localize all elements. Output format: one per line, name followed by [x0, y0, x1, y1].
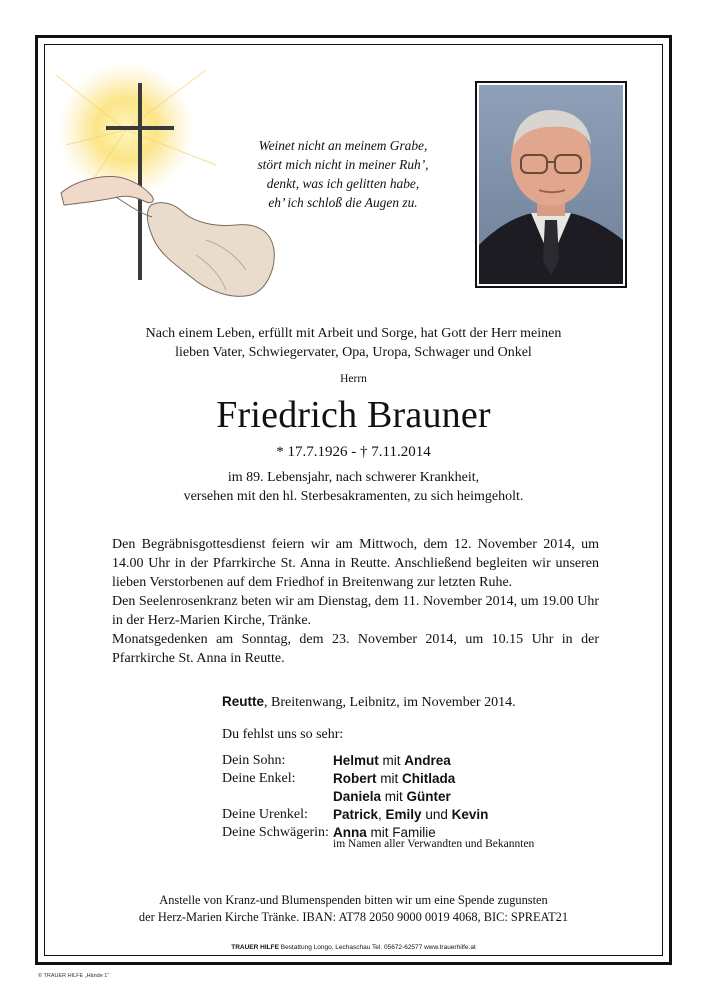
intro-line: Nach einem Leben, erfüllt mit Arbeit und Sorge, hat Gott der Herr meinen: [145, 326, 562, 341]
place-rest: , Breitenwang, Leibnitz, im November 2014.: [264, 695, 516, 710]
family-member: Kevin: [451, 807, 489, 822]
paragraph-text: Den Begräbnisgottesdienst feiern wir am Mittwoch, dem 12. November 2014, um 14.00 Uhr in der Pfarrkirche St. Anna in Reutte. Anschließend begleiten wir unseren lieben Verstorbenen auf dem Friedhof in Breitenwang zur letzten Ruhe.: [112, 537, 599, 590]
family-member: Chitlada: [402, 771, 456, 786]
family-conj: und: [421, 807, 452, 822]
family-member: Patrick: [333, 807, 379, 822]
rosary-paragraph: [112, 592, 599, 630]
family-conj: mit: [378, 753, 405, 768]
family-names: [333, 806, 488, 824]
footer: [60, 944, 647, 951]
family-list: [222, 752, 488, 842]
family-row: [222, 788, 488, 806]
paragraph-text: Den Seelenrosenkranz beten wir am Dienstag, dem 11. November 2014, um 19.00 Uhr in der Herz-Marien Kirche, Tränke.: [112, 594, 599, 628]
funeral-paragraph: [112, 535, 599, 592]
family-member: Daniela: [333, 789, 382, 804]
donation-text: [60, 892, 647, 926]
family-row: [222, 770, 488, 788]
family-relation: Deine Urenkel:: [222, 807, 308, 822]
family-conj: ,: [378, 807, 386, 822]
life-dates: * 17.7.1926 - † 7.11.2014: [276, 444, 431, 460]
place-town: Reutte: [222, 694, 265, 709]
salutation: Herrn: [340, 373, 367, 385]
family-member: Robert: [333, 771, 377, 786]
family-names: [333, 752, 451, 770]
family-conj: mit Familie: [366, 825, 436, 840]
portrait-photo: [475, 81, 627, 288]
donation-line: der Herz-Marien Kirche Tränke. IBAN: AT78 2050 9000 0019 4068, BIC: SPREAT21: [138, 910, 569, 924]
donation-line: Anstelle von Kranz-und Blumenspenden bitten wir um eine Spende zugunsten: [159, 893, 548, 907]
family-names: [333, 770, 455, 788]
footer-brand: TRAUER HILFE: [231, 944, 279, 951]
poem-line: denkt, was ich gelitten habe,: [266, 176, 420, 191]
family-row: [222, 752, 488, 770]
family-relation: [222, 788, 333, 806]
family-conj: mit: [376, 771, 402, 786]
family-member: Günter: [406, 789, 451, 804]
intro-line: lieben Vater, Schwiegervater, Opa, Uropa, Schwager und Onkel: [175, 345, 532, 360]
intro-text: [60, 324, 647, 362]
place-date: [222, 694, 516, 711]
poem-line: stört mich nicht in meiner Ruh’,: [257, 157, 429, 172]
death-text: [60, 468, 647, 506]
family-row: [222, 806, 488, 824]
deceased-name: Friedrich Brauner: [216, 394, 491, 436]
family-member: Anna: [333, 825, 367, 840]
poem: [238, 136, 448, 212]
family-member: Emily: [385, 807, 422, 822]
family-member: Andrea: [404, 753, 451, 768]
family-names: [333, 788, 451, 806]
poem-line: eh’ ich schloß die Augen zu.: [268, 195, 418, 210]
family-relation: Deine Enkel:: [222, 771, 296, 786]
family-relation: Dein Sohn:: [222, 753, 286, 768]
memorial-paragraph: [112, 630, 599, 668]
family-member: Helmut: [333, 753, 379, 768]
death-line: versehen mit den hl. Sterbesakramenten, zu sich heimgeholt.: [183, 489, 524, 504]
footer-text: Bestattung Longo, Lechaschau Tel. 05672-62577 www.trauerhilfe.at: [278, 944, 476, 951]
family-conj: mit: [381, 789, 407, 804]
family-relation: Deine Schwägerin:: [222, 825, 329, 840]
on-behalf-text: im Namen aller Verwandten und Bekannten: [333, 838, 535, 850]
copyright: © TRAUER HILFE „Hände 1“: [38, 973, 110, 979]
paragraph-text: Monatsgedenken am Sonntag, dem 23. November 2014, um 10.15 Uhr in der Pfarrkirche St. Anna in Reutte.: [112, 632, 599, 666]
death-line: im 89. Lebensjahr, nach schwerer Krankheit,: [227, 470, 480, 485]
miss-text: Du fehlst uns so sehr:: [222, 727, 344, 742]
poem-line: Weinet nicht an meinem Grabe,: [258, 138, 428, 153]
